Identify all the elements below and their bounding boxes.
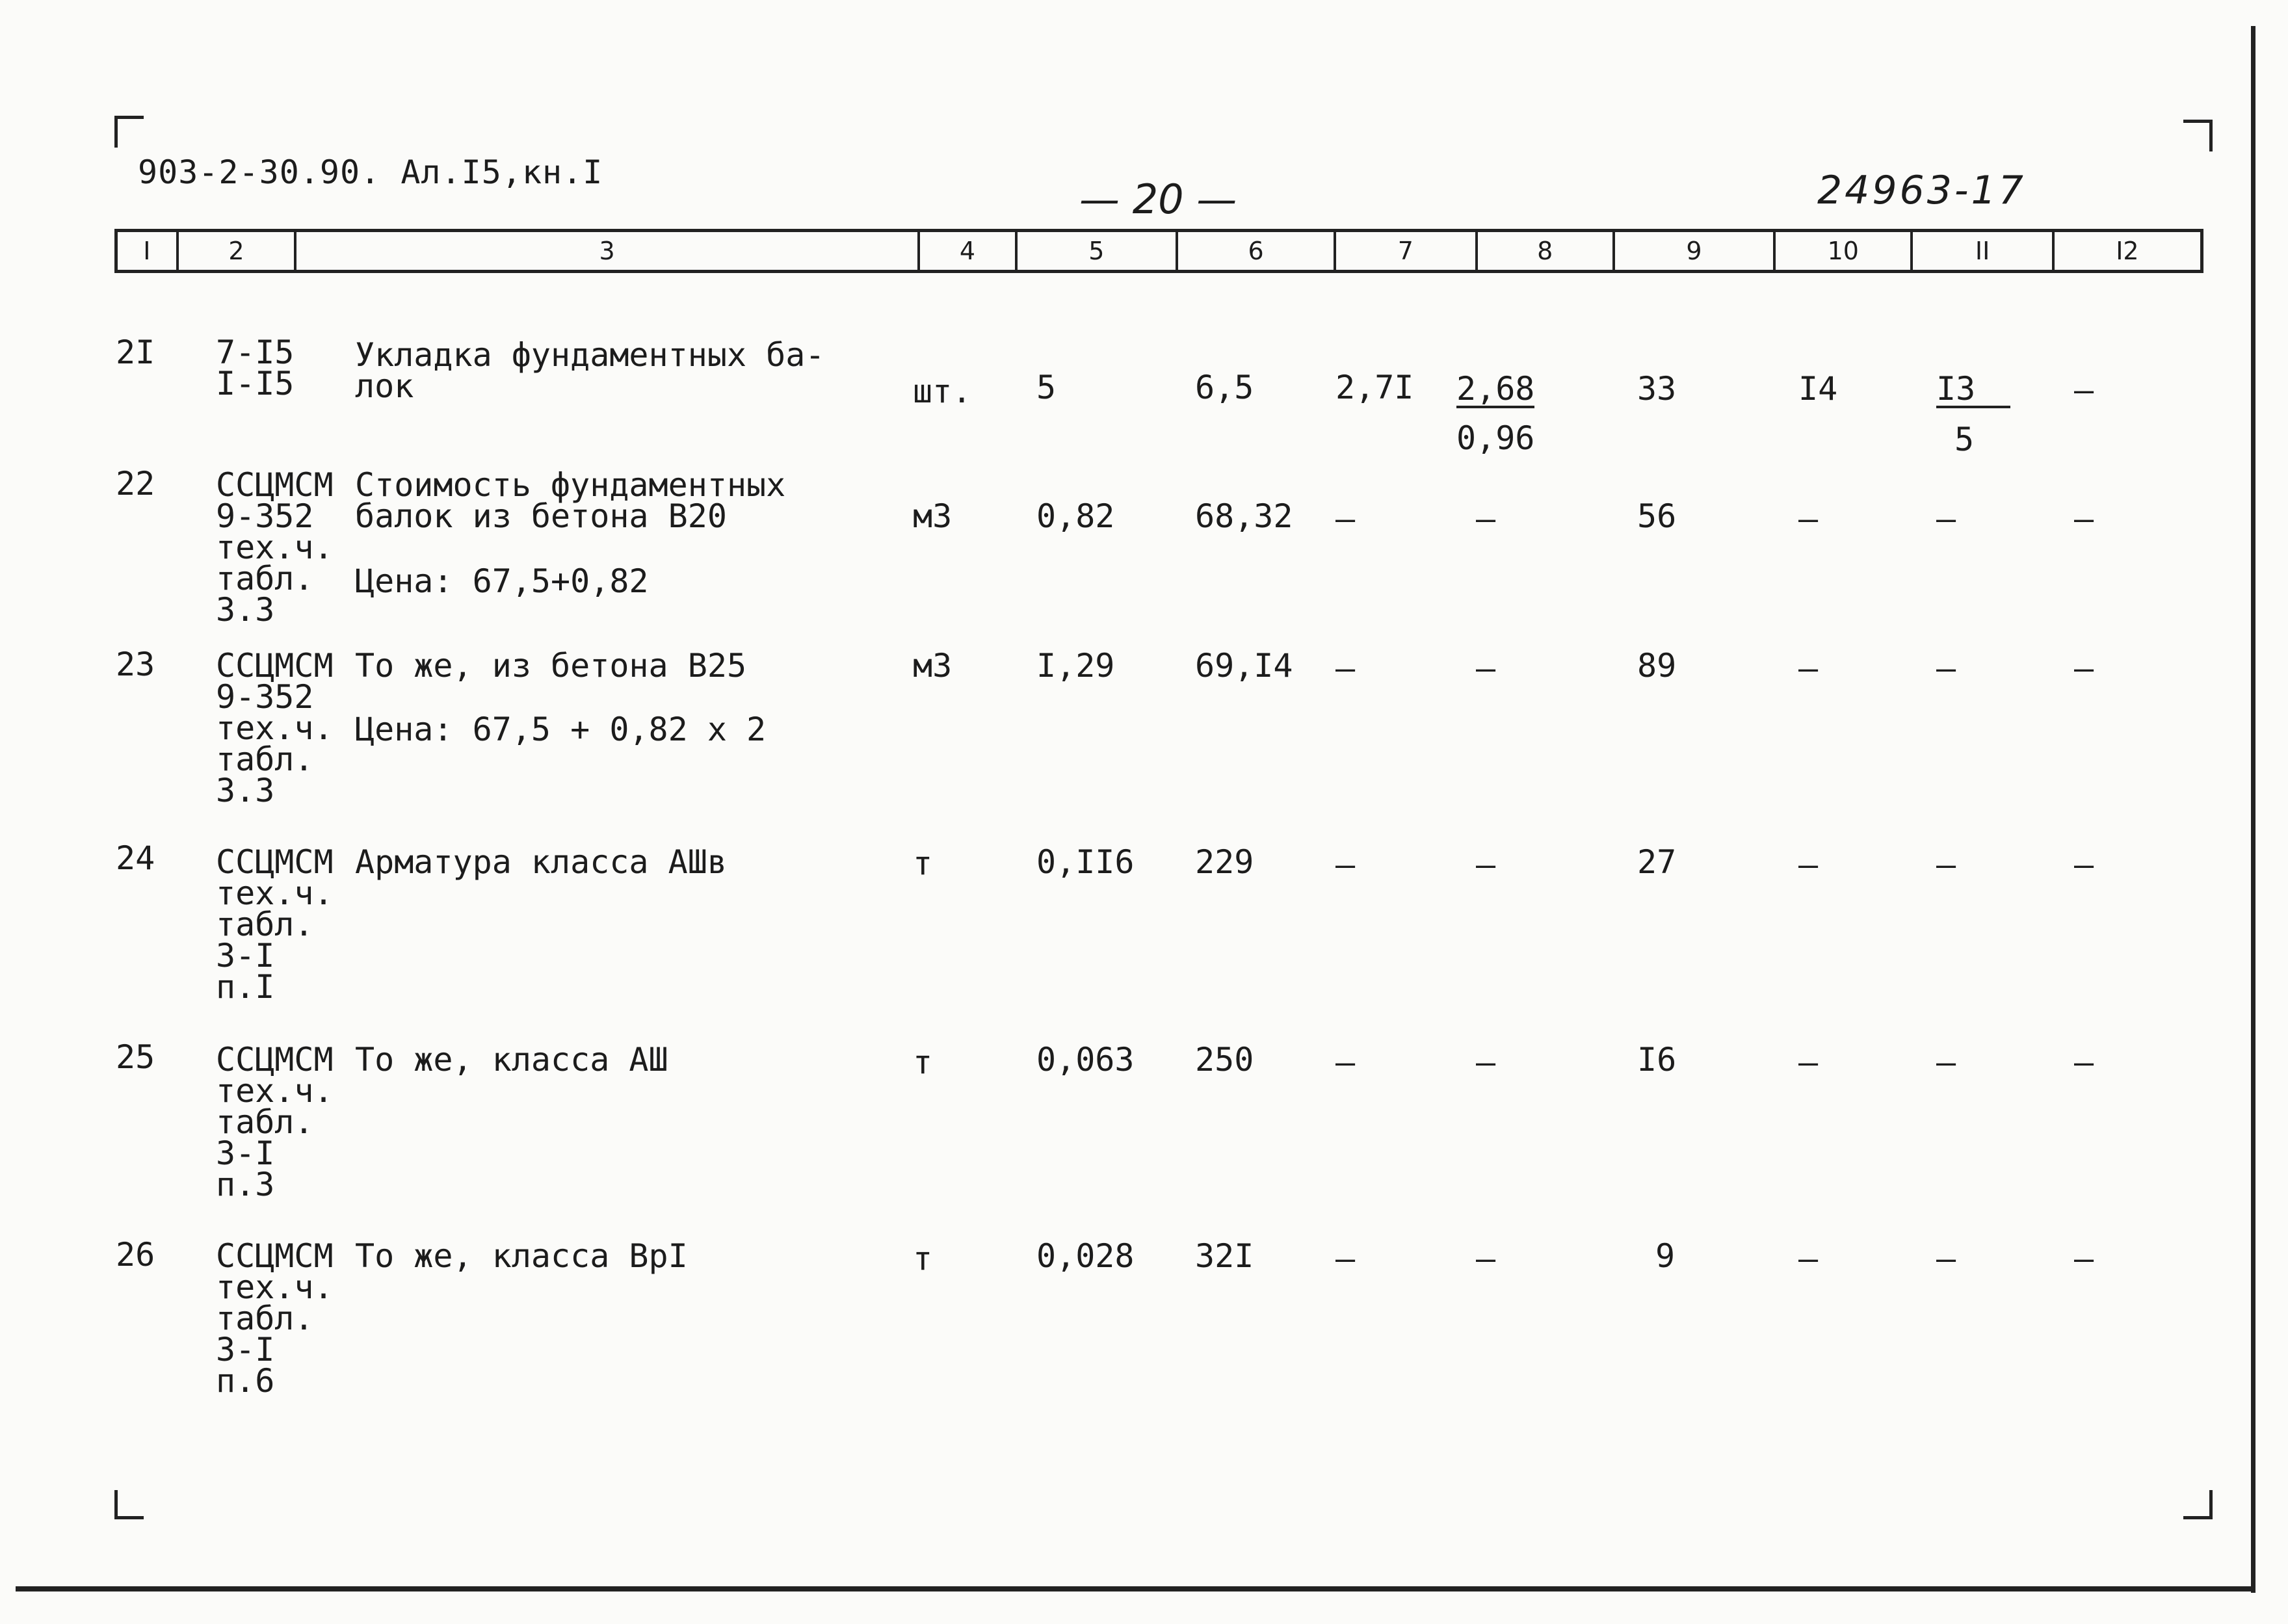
col-6-value: 6,5 bbox=[1195, 369, 1254, 406]
quantity: 0,II6 bbox=[1036, 843, 1135, 881]
col-7-value: – bbox=[1335, 1043, 1356, 1081]
corner-mark-bottom-left bbox=[114, 1490, 144, 1519]
col-12-value: – bbox=[2074, 500, 2094, 538]
page-number: — 20 — bbox=[1079, 176, 1237, 223]
corner-mark-top-right bbox=[2183, 120, 2213, 151]
corner-mark-bottom-right bbox=[2183, 1490, 2213, 1519]
col-11-value: – bbox=[1936, 1240, 1956, 1277]
unit: шт. bbox=[913, 373, 972, 410]
col-10-value: – bbox=[1798, 1240, 1819, 1277]
col-11-value: – bbox=[1936, 649, 1956, 687]
column-header: I2 bbox=[2116, 237, 2139, 265]
column-header: 4 bbox=[920, 232, 1018, 270]
quantity: I,29 bbox=[1036, 647, 1115, 685]
col-7-value: – bbox=[1335, 846, 1356, 884]
work-description: То же, класса ВрI bbox=[355, 1237, 688, 1275]
col-7-value: – bbox=[1335, 649, 1356, 687]
column-header: 5 bbox=[1018, 232, 1178, 270]
norm-code: ССЦМСМ 9-352 тех.ч. табл. 3.3 bbox=[216, 647, 334, 809]
col-10-value: I4 bbox=[1798, 370, 1838, 408]
row-number: 26 bbox=[116, 1236, 155, 1274]
col-12-value: – bbox=[2074, 846, 2094, 884]
stamp-number: 24963-17 bbox=[1817, 168, 2026, 213]
unit: т bbox=[913, 845, 933, 882]
work-description: Арматура класса АШв bbox=[355, 843, 727, 881]
col-9-value: I6 bbox=[1637, 1041, 1677, 1079]
col-8-value: 2,68 bbox=[1456, 370, 1535, 408]
quantity: 0,028 bbox=[1036, 1237, 1135, 1275]
document-code: 903-2-30.90. Ал.I5,кн.I bbox=[138, 153, 603, 191]
row-number: 22 bbox=[116, 465, 155, 503]
col-11-value: I3 bbox=[1936, 373, 2010, 408]
row-number: 2I bbox=[116, 334, 155, 371]
work-description: Укладка фундаментных ба- лок bbox=[355, 336, 825, 405]
work-description: Стоимость фундаментных балок из бетона В20 bbox=[355, 466, 786, 535]
col-8-value: – bbox=[1476, 1240, 1496, 1277]
col-6-value: 250 bbox=[1195, 1041, 1254, 1079]
column-header: 8 bbox=[1478, 232, 1615, 270]
col-12-value: – bbox=[2074, 371, 2094, 409]
column-header: I bbox=[118, 232, 179, 270]
column-header: 7 bbox=[1336, 232, 1477, 270]
column-header: 9 bbox=[1615, 232, 1776, 270]
quantity: 5 bbox=[1036, 369, 1057, 406]
col-9-value: 56 bbox=[1637, 497, 1677, 535]
column-header: 2 bbox=[179, 232, 296, 270]
col-8-value: – bbox=[1476, 846, 1496, 884]
unit: т bbox=[913, 1043, 933, 1081]
col-12-value: – bbox=[2074, 649, 2094, 687]
price-formula: Цена: 67,5 + 0,82 х 2 bbox=[355, 711, 767, 748]
col-8-value: – bbox=[1476, 1043, 1496, 1081]
norm-code: ССЦМСМ тех.ч. табл. 3-I п.I bbox=[216, 843, 334, 1006]
col-12-value: – bbox=[2074, 1240, 2094, 1277]
work-description: То же, класса АШ bbox=[355, 1041, 668, 1079]
col-11-value: – bbox=[1936, 1043, 1956, 1081]
col-8-subvalue: 0,96 bbox=[1456, 419, 1535, 457]
col-7-value: – bbox=[1335, 500, 1356, 538]
col-11-value: – bbox=[1936, 500, 1956, 538]
column-header: 3 bbox=[296, 232, 920, 270]
col-7-value: 2,7I bbox=[1335, 369, 1414, 406]
norm-code: ССЦМСМ тех.ч. табл. 3-I п.3 bbox=[216, 1041, 334, 1203]
scan-edge-bottom bbox=[16, 1586, 2255, 1591]
quantity: 0,82 bbox=[1036, 497, 1115, 535]
col-8-value: – bbox=[1476, 500, 1496, 538]
scan-edge-right bbox=[2251, 26, 2255, 1593]
norm-code: ССЦМСМ тех.ч. табл. 3-I п.6 bbox=[216, 1237, 334, 1400]
col-11-subvalue: 5 bbox=[1954, 421, 1975, 458]
col-6-value: 69,I4 bbox=[1195, 647, 1293, 685]
price-formula: Цена: 67,5+0,82 bbox=[355, 562, 649, 600]
unit: т bbox=[913, 1240, 933, 1277]
column-header-row bbox=[114, 229, 2203, 273]
col-6-value: 32I bbox=[1195, 1237, 1254, 1275]
col-9-value: 33 bbox=[1637, 370, 1677, 408]
col-12-value: – bbox=[2074, 1043, 2094, 1081]
col-6-value: 68,32 bbox=[1195, 497, 1293, 535]
col-9-value: 27 bbox=[1637, 843, 1677, 881]
col-8-value: – bbox=[1476, 649, 1496, 687]
work-description: То же, из бетона В25 bbox=[355, 647, 747, 685]
norm-code: ССЦМСМ 9-352 тех.ч. табл. 3.3 bbox=[216, 466, 334, 629]
column-header: II bbox=[1913, 232, 2054, 270]
col-10-value: – bbox=[1798, 846, 1819, 884]
col-6-value: 229 bbox=[1195, 843, 1254, 881]
row-number: 24 bbox=[116, 839, 155, 877]
norm-code: 7-I5 I-I5 bbox=[216, 334, 295, 402]
col-10-value: – bbox=[1798, 1043, 1819, 1081]
column-header: 10 bbox=[1776, 232, 1913, 270]
row-number: 25 bbox=[116, 1038, 155, 1076]
col-10-value: – bbox=[1798, 649, 1819, 687]
unit: м3 bbox=[913, 497, 953, 535]
corner-mark-top-left bbox=[114, 116, 144, 148]
unit: м3 bbox=[913, 647, 953, 685]
col-9-value: 89 bbox=[1637, 647, 1677, 685]
quantity: 0,063 bbox=[1036, 1041, 1135, 1079]
column-header: 6 bbox=[1178, 232, 1336, 270]
col-7-value: – bbox=[1335, 1240, 1356, 1277]
col-9-value: 9 bbox=[1655, 1237, 1676, 1275]
col-11-value: – bbox=[1936, 846, 1956, 884]
row-number: 23 bbox=[116, 646, 155, 683]
col-10-value: – bbox=[1798, 500, 1819, 538]
